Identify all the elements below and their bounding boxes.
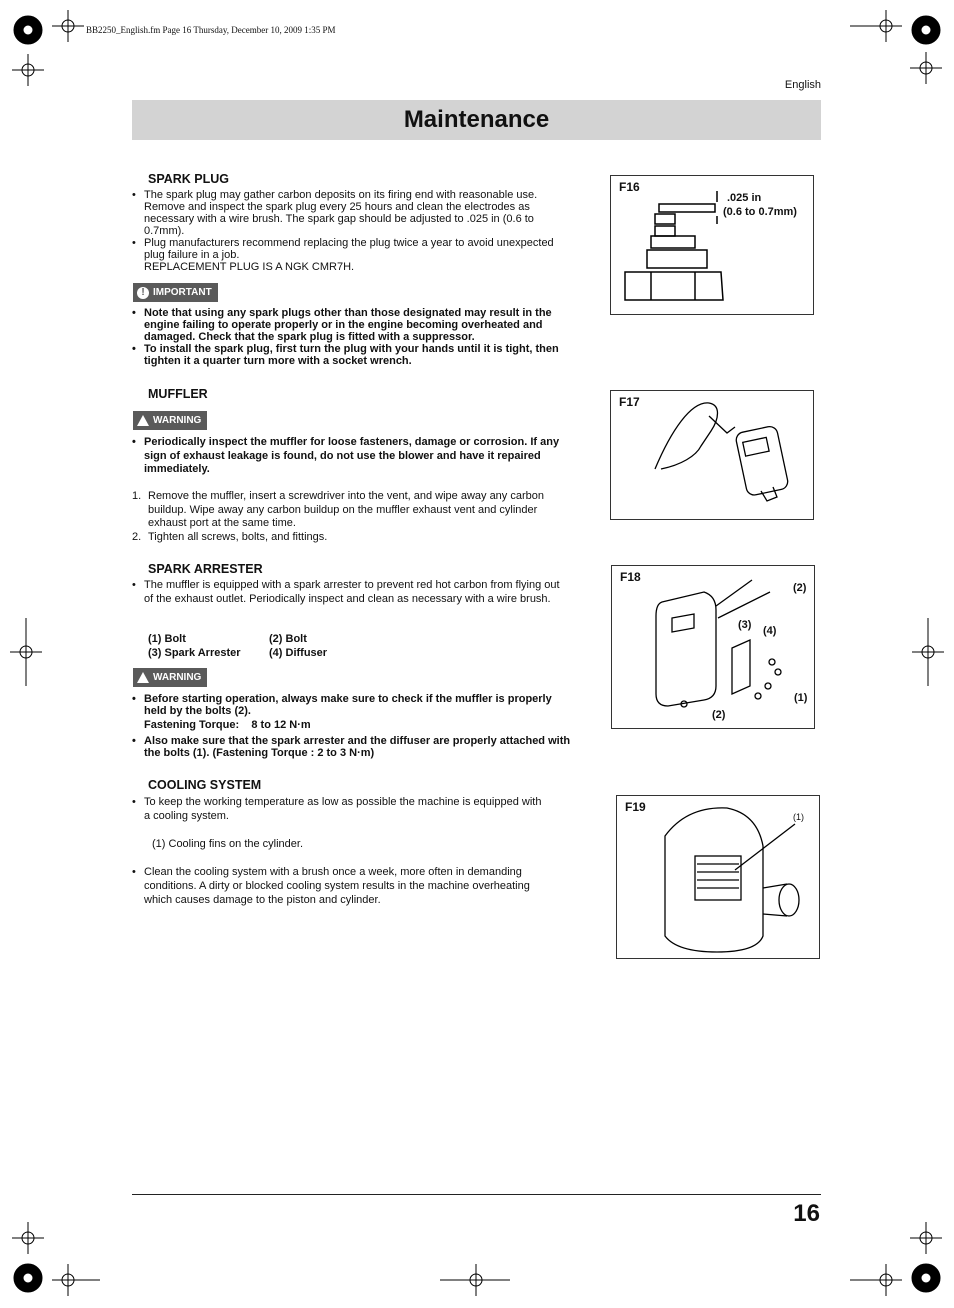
warning-label: WARNING <box>153 415 202 426</box>
spark-arrester-heading: SPARK ARRESTER <box>148 562 263 576</box>
step-number: 2. <box>132 530 142 543</box>
important-text <box>132 307 570 367</box>
cooling-text <box>132 795 542 907</box>
figure-label: F19 <box>625 800 646 814</box>
step-item <box>132 490 568 531</box>
gap-spec-2: (0.6 to 0.7mm) <box>723 206 797 218</box>
callout-2-top: (2) <box>793 582 807 594</box>
cooling-fins-note: (1) Cooling fins on the cylinder. <box>152 838 304 850</box>
figure-label: F17 <box>619 395 640 409</box>
file-info: BB2250_English.fm Page 16 Thursday, December 10, 2009 1:35 PM <box>86 25 336 35</box>
figure-label: F18 <box>620 570 641 584</box>
list-item: • Before starting operation, always make sure to check if the muffler is properly held by the bolts (2). <box>132 693 572 717</box>
warning-label: WARNING <box>153 672 202 683</box>
muffler-steps <box>132 490 568 544</box>
callout-1: (1) <box>793 812 804 822</box>
figure-f16 <box>610 175 814 315</box>
callout-4: (4) <box>763 625 777 637</box>
spark-arrester-warning-text <box>132 693 572 759</box>
list-item: • To install the spark plug, first turn the plug with your hands until it is tight, then tighten it a quarter turn more with a socket wrench. <box>132 343 570 367</box>
warning-badge <box>133 668 207 687</box>
torque-value: 8 to 12 N·m <box>251 719 311 731</box>
list-item: • Clean the cooling system with a brush once a week, more often in demanding conditions. A dirty or blocked cooling system results in the machine overheating which causes damage to the piston and cylinder. <box>132 865 542 907</box>
cooling-heading: COOLING SYSTEM <box>148 778 262 792</box>
list-item: • Also make sure that the spark arrester and the diffuser are properly attached with the bolts (1). (Fastening Torque : 2 to 3 N·m) <box>132 735 572 759</box>
callout-2-bottom: (2) <box>712 709 726 721</box>
engine-cooling-fins-illustration <box>617 796 819 958</box>
spark-arrester-exploded-illustration <box>612 566 814 728</box>
step-number: 1. <box>132 490 142 502</box>
list-item: • To keep the working temperature as low as possible the machine is equipped with a cooling system. <box>132 795 542 823</box>
callout-1: (1) <box>794 692 808 704</box>
language-label: English <box>784 79 821 91</box>
page-title: Maintenance <box>403 106 550 133</box>
list-item: • Note that using any spark plugs other than those designated may result in the engine failing to operate properly or in the engine becoming overheated and damaged. Check that the spark plug is fitted with a suppressor. <box>132 307 570 343</box>
page-number: 16 <box>793 1200 820 1227</box>
important-label: IMPORTANT <box>153 287 212 298</box>
part-4: (4) Diffuser <box>269 647 328 659</box>
figure-f19 <box>616 795 820 959</box>
part-2: (2) Bolt <box>269 633 307 645</box>
screwdriver-cleaning-illustration <box>611 391 813 519</box>
step-text: Remove the muffler, insert a screwdriver into the vent, and wipe away any carbon buildup. Wipe away any carbon buildup on the muffler exhaust vent and cylinder exhaust port at the same time. <box>148 490 544 529</box>
step-text: Tighten all screws, bolts, and fittings. <box>148 530 328 543</box>
important-badge <box>133 283 218 302</box>
muffler-heading: MUFFLER <box>148 387 208 401</box>
list-item: • Periodically inspect the muffler for loose fasteners, damage or corrosion. If any sign of exhaust leakage is found, do not use the blower and have it repaired immediately. <box>132 436 562 477</box>
part-3: (3) Spark Arrester <box>148 647 241 659</box>
figure-f17 <box>610 390 814 520</box>
gap-spec-1: .025 in <box>727 192 762 204</box>
step-item <box>132 531 568 545</box>
figure-f18 <box>611 565 815 729</box>
list-item: • The spark plug may gather carbon deposits on its firing end with reasonable use. Remove and inspect the spark plug every 25 hours and clean the electrodes as necessary with a wire brush. The spark gap should be adjusted to .025 in (0.6 to 0.7mm). <box>132 189 570 237</box>
part-1: (1) Bolt <box>148 633 186 645</box>
muffler-warning-text <box>132 436 562 477</box>
replacement-plug-note: REPLACEMENT PLUG IS A NGK CMR7H. <box>144 261 355 273</box>
torque-line <box>132 719 572 731</box>
warning-icon <box>137 415 149 426</box>
footer-rule <box>132 1194 821 1195</box>
callout-3: (3) <box>738 619 752 631</box>
torque-label: Fastening Torque: <box>144 719 240 731</box>
spark-plug-text <box>132 189 570 273</box>
list-item: • The muffler is equipped with a spark arrester to prevent red hot carbon from flying out of the exhaust outlet. Periodically inspect and clean as necessary with a wire brush. <box>132 579 568 606</box>
list-item: • Plug manufacturers recommend replacing the plug twice a year to avoid unexpected plug failure in a job. <box>132 237 570 261</box>
warning-badge <box>133 411 207 430</box>
warning-icon <box>137 672 149 683</box>
figure-label: F16 <box>619 180 640 194</box>
spark-plug-illustration <box>611 176 813 314</box>
exclamation-icon: ! <box>137 287 149 299</box>
title-bar <box>132 100 821 140</box>
spark-plug-heading: SPARK PLUG <box>148 172 230 186</box>
spark-arrester-text <box>132 579 568 606</box>
